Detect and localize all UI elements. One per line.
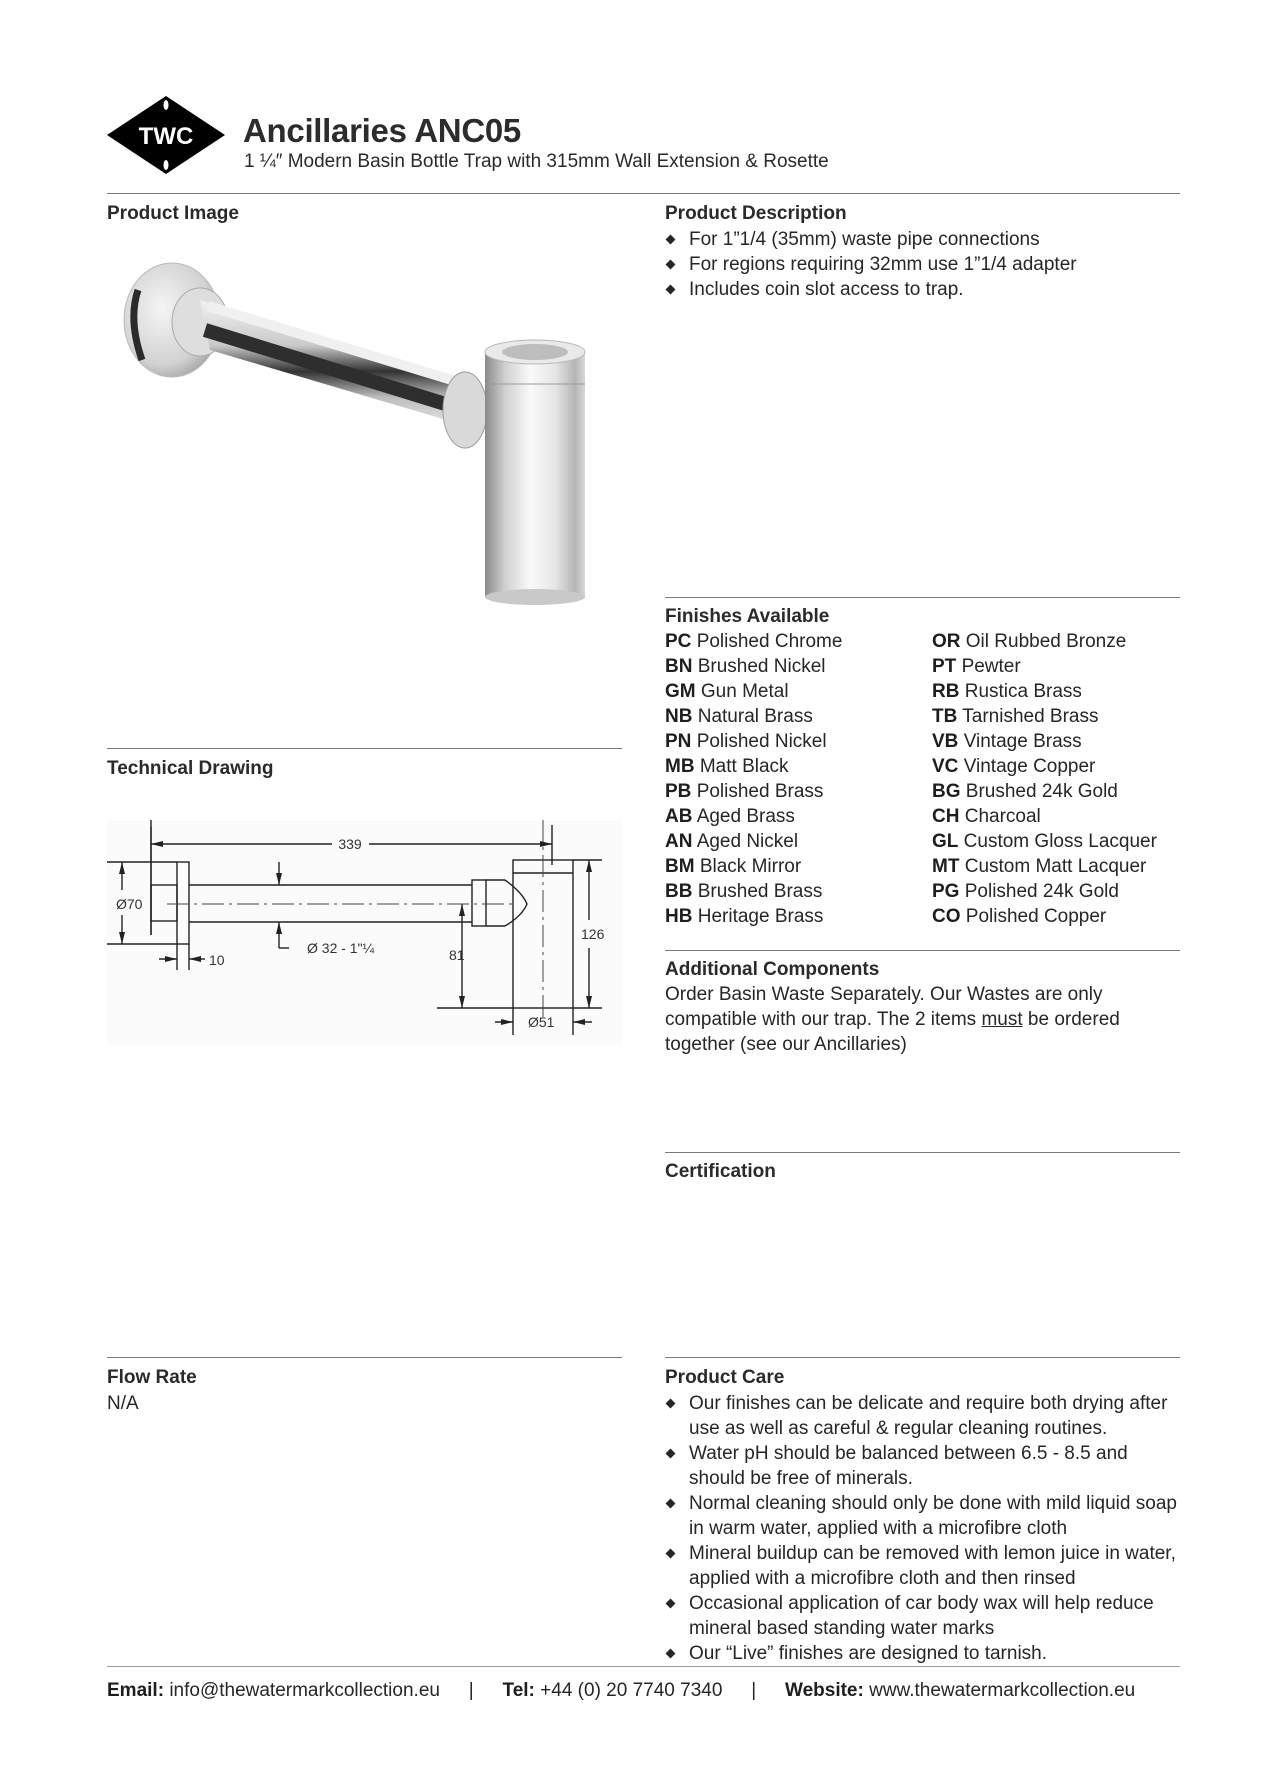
finish-item [665, 779, 842, 804]
care-item: Mineral buildup can be removed with lemon juice in water, applied with a microfibre cloth and then rinsed [665, 1541, 1185, 1591]
finish-name: Brushed Nickel [697, 656, 826, 677]
bullet-diamond-icon [666, 1649, 676, 1659]
finish-code: BM [665, 856, 695, 877]
technical-drawing [107, 820, 622, 1045]
care-item: Our “Live” finishes are designed to tarnish. [665, 1641, 1185, 1666]
finish-name: Brushed 24k Gold [965, 781, 1118, 802]
tel-label: Tel: [502, 1680, 535, 1701]
finish-code: HB [665, 906, 693, 927]
finishes-right-column [932, 629, 1157, 929]
description-divider [665, 597, 1180, 598]
finish-code: NB [665, 706, 693, 727]
finish-code: PN [665, 731, 692, 752]
finish-code: OR [932, 631, 961, 652]
finish-code: CO [932, 906, 961, 927]
finish-item [665, 829, 842, 854]
finish-item [932, 829, 1157, 854]
finish-code: GM [665, 681, 696, 702]
logo-text: TWC [138, 123, 194, 150]
finish-code: CH [932, 806, 960, 827]
dim-pipe-diameter: Ø 32 - 1"¼ [307, 940, 375, 956]
finish-code: RB [932, 681, 960, 702]
finish-code: PG [932, 881, 960, 902]
finish-code: VC [932, 756, 959, 777]
care-item: Normal cleaning should only be done with mild liquid soap in warm water, applied with a microfibre cloth [665, 1491, 1185, 1541]
footer-contact [107, 1680, 1135, 1702]
finish-item [665, 754, 842, 779]
finish-name: Rustica Brass [964, 681, 1082, 702]
dim-trap-height: 126 [581, 926, 605, 942]
finish-code: MT [932, 856, 960, 877]
finish-item [932, 754, 1157, 779]
finish-name: Vintage Copper [963, 756, 1096, 777]
twc-diamond-logo-icon [107, 96, 225, 174]
product-description-section [665, 203, 1185, 302]
page-title: Ancillaries ANC05 [243, 112, 521, 149]
footer-separator: | [751, 1680, 757, 1701]
website-link[interactable]: www.thewatermarkcollection.eu [869, 1680, 1136, 1701]
dim-rosette-diameter: Ø70 [116, 896, 143, 912]
website-label: Website: [784, 1680, 864, 1701]
finish-name: Matt Black [699, 756, 789, 777]
technical-drawing-svg [107, 820, 622, 1045]
email-link[interactable]: info@thewatermarkcollection.eu [169, 1680, 440, 1701]
finish-name: Charcoal [964, 806, 1041, 827]
footer-separator: | [468, 1680, 474, 1701]
finish-name: Aged Nickel [696, 831, 799, 852]
finish-name: Black Mirror [699, 856, 802, 877]
care-item: Occasional application of car body wax will help reduce mineral based standing water marks [665, 1591, 1185, 1641]
bullet-diamond-icon [666, 1549, 676, 1559]
finish-item [665, 904, 842, 929]
finish-code: PB [665, 781, 692, 802]
finish-item [932, 679, 1157, 704]
product-care-section [665, 1367, 1185, 1666]
finish-name: Polished Copper [965, 906, 1107, 927]
product-image-divider [107, 748, 622, 749]
description-item: For regions requiring 32mm use 1”1/4 adapter [665, 252, 1185, 277]
page-subtitle: 1 ¼″ Modern Basin Bottle Trap with 315mm Wall Extension & Rosette [244, 151, 829, 172]
care-item: Our finishes can be delicate and require both drying after use as well as careful & regular cleaning routines. [665, 1391, 1185, 1441]
finish-name: Custom Matt Lacquer [964, 856, 1147, 877]
finish-name: Polished Brass [696, 781, 824, 802]
tel-link[interactable]: +44 (0) 20 7740 7340 [540, 1680, 723, 1701]
finish-code: BN [665, 656, 693, 677]
additional-components-divider [665, 1152, 1180, 1153]
finish-name: Gun Metal [700, 681, 789, 702]
finish-item [932, 879, 1157, 904]
finish-item [932, 804, 1157, 829]
finishes-heading: Finishes Available [665, 606, 830, 627]
bullet-diamond-icon [666, 1399, 676, 1409]
brand-logo [107, 96, 225, 174]
additional-components-text: Order Basin Waste Separately. Our Wastes are only compatible with our trap. The 2 items must be ordered together (see our Ancillaries) [665, 984, 1120, 1055]
finish-name: Polished 24k Gold [964, 881, 1119, 902]
bullet-diamond-icon [666, 1599, 676, 1609]
product-care-list [665, 1391, 1185, 1666]
bullet-diamond-icon [666, 285, 676, 295]
emphasis-must: must [981, 1009, 1023, 1030]
finishes-left-column [665, 629, 842, 929]
finish-item [665, 729, 842, 754]
finish-item [932, 854, 1157, 879]
technical-drawing-heading: Technical Drawing [107, 758, 274, 779]
description-item: For 1”1/4 (35mm) waste pipe connections [665, 227, 1185, 252]
bullet-diamond-icon [666, 1449, 676, 1459]
finish-code: BG [932, 781, 961, 802]
finishes-divider [665, 950, 1180, 951]
additional-components-heading: Additional Components [665, 959, 880, 980]
finish-item [665, 854, 842, 879]
finish-name: Brushed Brass [697, 881, 823, 902]
finish-item [665, 629, 842, 654]
finish-name: Aged Brass [696, 806, 795, 827]
finish-item [665, 654, 842, 679]
finish-name: Tarnished Brass [962, 706, 1099, 727]
product-description-heading: Product Description [665, 203, 847, 224]
finish-name: Polished Nickel [696, 731, 827, 752]
finish-code: BB [665, 881, 693, 902]
bullet-diamond-icon [666, 1499, 676, 1509]
product-image-heading: Product Image [107, 203, 239, 224]
finish-code: AN [665, 831, 693, 852]
email-label: Email: [107, 1680, 165, 1701]
dim-overall-length: 339 [338, 836, 362, 852]
technical-drawing-divider [107, 1357, 622, 1358]
finish-code: TB [932, 706, 958, 727]
description-item: Includes coin slot access to trap. [665, 277, 1185, 302]
finish-item [665, 879, 842, 904]
product-description-list [665, 227, 1185, 302]
certification-divider [665, 1357, 1180, 1358]
bottle-trap-image [120, 260, 620, 690]
care-item: Water pH should be balanced between 6.5 - 8.5 and should be free of minerals. [665, 1441, 1185, 1491]
finish-code: VB [932, 731, 959, 752]
finish-item [665, 704, 842, 729]
finish-item [665, 679, 842, 704]
finish-name: Polished Chrome [696, 631, 843, 652]
finish-code: MB [665, 756, 695, 777]
finish-code: AB [665, 806, 693, 827]
finish-item [932, 779, 1157, 804]
flow-rate-heading: Flow Rate [107, 1367, 197, 1388]
finish-item [932, 629, 1157, 654]
product-care-heading: Product Care [665, 1367, 785, 1388]
finish-name: Natural Brass [697, 706, 813, 727]
finish-item [932, 904, 1157, 929]
dim-centre-height: 81 [449, 947, 465, 963]
finish-name: Vintage Brass [963, 731, 1082, 752]
certification-heading: Certification [665, 1161, 776, 1182]
bullet-diamond-icon [666, 260, 676, 270]
finish-item [665, 804, 842, 829]
finish-item [932, 729, 1157, 754]
bullet-diamond-icon [666, 235, 676, 245]
finish-name: Custom Gloss Lacquer [963, 831, 1157, 852]
finish-item [932, 654, 1157, 679]
dim-trap-diameter: Ø51 [528, 1014, 555, 1030]
finish-item [932, 704, 1157, 729]
finish-name: Heritage Brass [697, 906, 824, 927]
flow-rate-value: N/A [107, 1393, 139, 1414]
finish-code: PT [932, 656, 957, 677]
dim-rosette-thickness: 10 [209, 952, 225, 968]
finish-code: PC [665, 631, 692, 652]
finish-code: GL [932, 831, 959, 852]
finish-name: Oil Rubbed Bronze [965, 631, 1127, 652]
header-divider [107, 193, 1180, 194]
additional-components-section [665, 959, 1165, 1057]
finish-name: Pewter [961, 656, 1021, 677]
product-image [120, 260, 620, 690]
footer-divider [107, 1666, 1180, 1667]
